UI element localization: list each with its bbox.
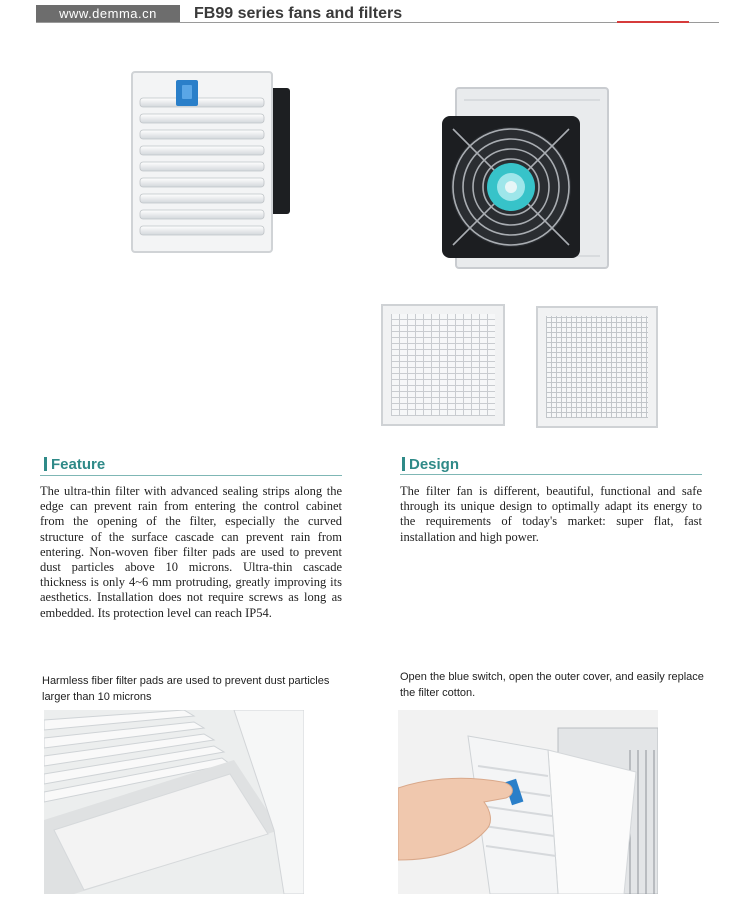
filter-grille-image-2	[536, 306, 658, 428]
open-cover-photo	[398, 710, 658, 894]
fan-rear-illustration	[440, 86, 612, 270]
design-heading-label: Design	[409, 456, 460, 473]
heading-bar-icon	[44, 457, 47, 471]
feature-heading-label: Feature	[51, 456, 106, 473]
header-accent-line	[617, 21, 689, 23]
heading-bar-icon	[402, 457, 405, 471]
filter-fan-front-illustration	[128, 70, 294, 256]
feature-divider	[40, 475, 342, 476]
filter-pad-photo	[44, 710, 304, 894]
filter-grille-pattern	[391, 314, 495, 416]
site-url-tab: www.demma.cn	[36, 5, 180, 23]
replace-filter-caption: Open the blue switch, open the outer cover, and easily replace the filter cotton.	[400, 671, 704, 699]
feature-text: The ultra-thin filter with advanced sealing strips along the edge can prevent rain from entering the control cabinet from the opening of the filter, especially the curved structure of the surface cascade can prevent rain from entering. Non-woven fiber filter pads are used to prevent dust particles above 10 microns. Ultra-thin cascade thickness is only 4~6 mm protruding, greatly improving its aesthetics. Installation does not require screws as long as embedded. Its protection level can reach IP54.	[40, 484, 342, 620]
filter-grille-pattern	[546, 316, 648, 418]
design-heading	[402, 456, 459, 474]
filter-fan-front-image	[128, 70, 294, 256]
feature-heading	[44, 456, 105, 474]
filter-fan-rear-image	[440, 86, 612, 270]
filter-pad-illustration	[44, 710, 304, 894]
filter-grille-image-1	[381, 304, 505, 426]
filter-pad-caption: Harmless fiber filter pads are used to prevent dust particles larger than 10 microns	[42, 675, 330, 703]
design-text: The filter fan is different, beautiful, functional and safe through its unique design to optimally adapt its energy to the requirements of today's market: super flat, fast installation and high power.	[400, 484, 702, 544]
design-divider	[400, 474, 702, 475]
open-cover-illustration	[398, 710, 658, 894]
page-title: FB99 series fans and filters	[194, 5, 403, 22]
